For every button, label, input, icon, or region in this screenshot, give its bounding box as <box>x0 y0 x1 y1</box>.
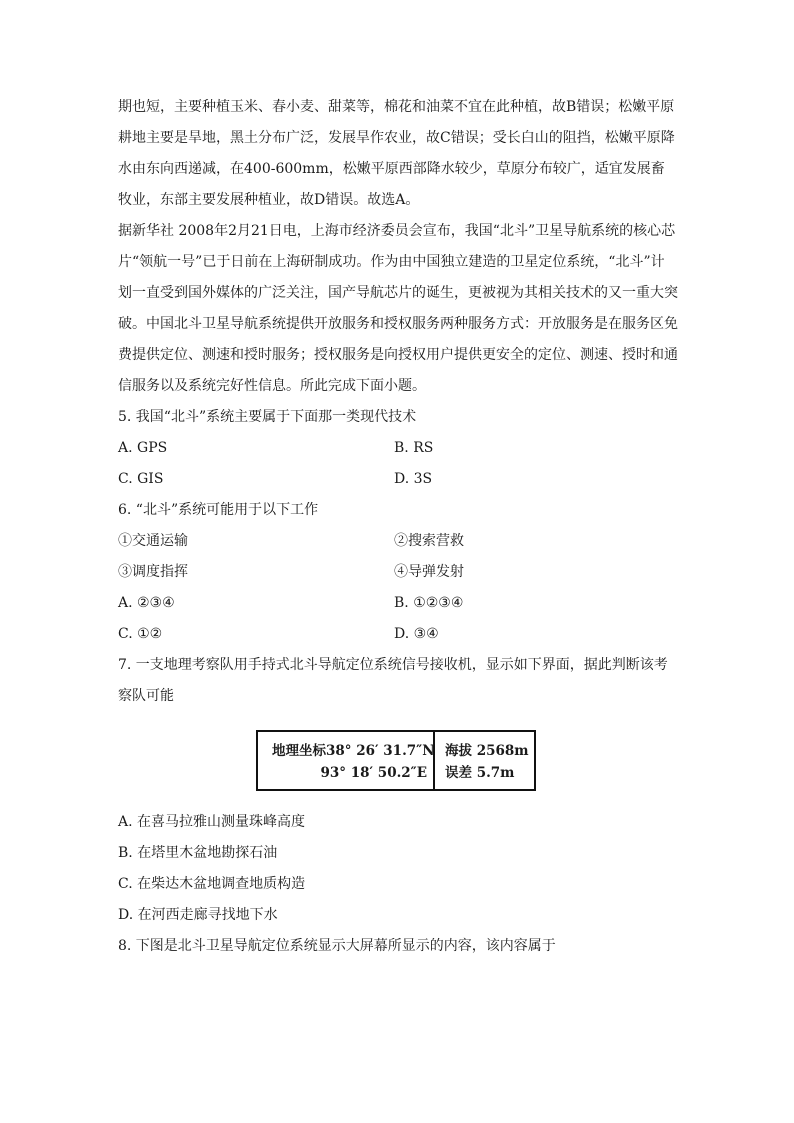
q7-option-c: C. 在柴达木盆地调查地质构造 <box>118 876 306 892</box>
q7-stem: 7. 一支地理考察队用手持式北斗导航定位系统信号接收机，显示如下界面，据此判断该考察队可能 <box>118 657 668 704</box>
q6-item-4: ④导弹发射 <box>394 564 464 580</box>
gps-measurements <box>435 732 534 789</box>
q6-item-3: ③调度指挥 <box>118 564 188 580</box>
q6-item-2: ②搜索营救 <box>394 533 464 549</box>
q7-option-d: D. 在河西走廊寻找地下水 <box>118 907 278 923</box>
q6-option-c: C. ①② <box>118 626 163 642</box>
exam-page <box>118 92 678 962</box>
q6-stem: 6. “北斗”系统可能用于以下工作 <box>118 502 319 518</box>
q6-options-row-1 <box>118 588 678 619</box>
gps-longitude: 93° 18′ 50.2″E <box>320 765 427 781</box>
q5-option-c: C. GIS <box>118 471 164 487</box>
gps-receiver-display <box>256 730 536 791</box>
gps-coordinates <box>258 732 435 789</box>
gps-error: 误差 5.7m <box>445 765 515 781</box>
gps-latitude-line <box>258 740 435 762</box>
gps-latitude: 38° 26′ 31.7″N <box>326 743 435 759</box>
q6-option-d: D. ③④ <box>394 626 439 642</box>
q5-options-row-2 <box>118 464 678 495</box>
news-paragraph: 据新华社 2008年2月21日电，上海市经济委员会宣布，我国“北斗”卫星导航系统的核心芯片“领航一号”已于日前在上海研制成功。作为由中国独立建造的卫星定位系统，“北斗”计划一直受到国外媒体的广泛关注，国产导航芯片的诞生，更被视为其相关技术的又一重大突破。中国北斗卫星导航系统提供开放服务和授权服务两种服务方式：开放服务是在服务区免费提供定位、测速和授时服务；授权服务是向授权用户提供更安全的定位、测速、授时和通信服务以及系统完好性信息。所此完成下面小题。 <box>118 223 678 394</box>
intro-paragraph: 期也短，主要种植玉米、春小麦、甜菜等，棉花和油菜不宜在此种植，故B错误；松嫩平原耕地主要是旱地，黑土分布广泛，发展旱作农业，故C错误；受长白山的阻挡，松嫩平原降水由东向西递减，在400-600mm，松嫩平原西部降水较少，草原分布较广，适宜发展畜牧业，东部主要发展种植业，故D错误。故选A。 <box>118 99 675 208</box>
q5-options-row-1 <box>118 433 678 464</box>
q8-stem: 8. 下图是北斗卫星导航定位系统显示大屏幕所显示的内容，该内容属于 <box>118 938 556 954</box>
gps-altitude: 海拔 2568m <box>445 743 529 759</box>
q6-option-b: B. ①②③④ <box>394 595 464 611</box>
q6-items-row-1 <box>118 526 678 557</box>
q5-option-a: A. GPS <box>118 440 168 456</box>
q6-option-a: A. ②③④ <box>118 595 175 611</box>
q5-option-b: B. RS <box>394 440 434 456</box>
q6-item-1: ①交通运输 <box>118 533 188 549</box>
gps-coord-label: 地理坐标 <box>272 743 326 759</box>
q6-items-row-2 <box>118 557 678 588</box>
q5-stem: 5. 我国“北斗”系统主要属于下面那一类现代技术 <box>118 409 417 425</box>
q6-options-row-2 <box>118 619 678 650</box>
q7-option-a: A. 在喜马拉雅山测量珠峰高度 <box>118 814 306 830</box>
q7-option-b: B. 在塔里木盆地勘探石油 <box>118 845 278 861</box>
q5-option-d: D. 3S <box>394 471 433 487</box>
